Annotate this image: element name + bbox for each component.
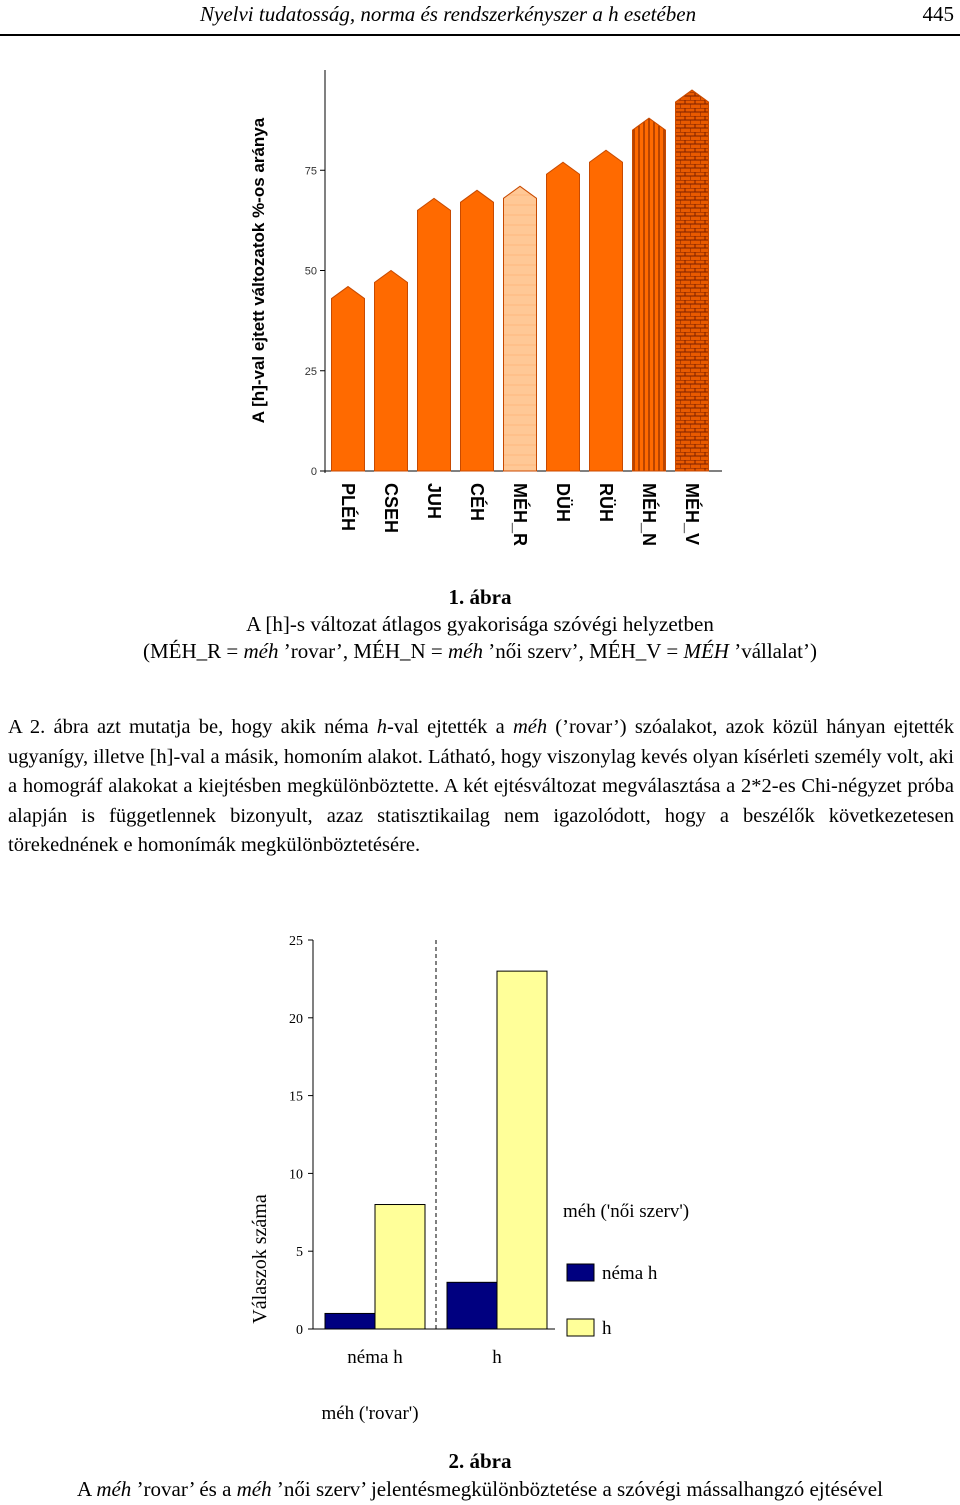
fig1-bar <box>418 198 451 471</box>
figure1-caption-number: 1. ábra <box>448 585 512 609</box>
fig1-y-tick-label: 0 <box>310 466 317 478</box>
fig1-bar <box>633 118 666 471</box>
fig1-y-tick-label: 75 <box>304 165 317 178</box>
fig1-bar <box>461 190 494 471</box>
figure2-caption: A méh ’rovar’ és a méh ’női szerv’ jelentésmegkülönböztetése a szóvégi mássalhangzó ejtésével <box>77 1477 883 1501</box>
fig2-y-tick-label: 0 <box>296 1323 303 1338</box>
fig1-bar <box>375 271 408 472</box>
fig1-y-tick-label: 50 <box>304 265 317 278</box>
body-paragraph: A 2. ábra azt mutatja be, hogy akik néma h-val ejtették a méh (’rovar’) szóalakot, azok közül hányan ejtették ugyanígy, illetve [h]-val a másik, homoním alakot. Látható, hogy viszonylag kevés olyan kísérleti személy volt, aki a homográf alakokat a kiejtésben megkülönböztette. A két ejtésváltozat megválasztása a 2*2-es Chi-négyzet próba alapján is függetlennek bizonyult, azaz statisztikailag nem igazolódott, hogy a beszélők következetesen törekednének e homonímák megkülönböztetésére. <box>8 716 954 856</box>
running-header <box>0 0 960 36</box>
fig2-bar <box>375 1205 425 1329</box>
fig1-category-label: JUH <box>424 483 444 520</box>
fig1-bar <box>504 186 537 471</box>
figure1-caption-line1: A [h]-s változat átlagos gyakorisága szóvégi helyzetben <box>246 612 714 636</box>
fig2-legend-swatch <box>567 1319 594 1336</box>
fig2-group-title: méh ('rovar') <box>321 1403 419 1424</box>
fig1-category-label: RÜH <box>596 483 616 522</box>
fig1-category-label: MÉH_R <box>510 483 530 547</box>
figure2-grouped-bar-chart <box>240 925 740 1435</box>
fig2-bar <box>497 971 547 1329</box>
fig1-bar <box>590 150 623 471</box>
page-number: 445 <box>922 2 954 26</box>
fig1-category-label: DÜH <box>553 483 573 522</box>
fig1-bar <box>547 162 580 471</box>
fig2-y-tick-label: 15 <box>289 1089 303 1105</box>
fig2-group-label: h <box>492 1347 502 1368</box>
fig1-category-label: MÉH_N <box>639 483 659 547</box>
fig2-y-tick-label: 5 <box>296 1245 303 1261</box>
fig2-bar <box>325 1313 375 1329</box>
fig2-legend-swatch <box>567 1264 594 1281</box>
fig2-y-tick-label: 10 <box>289 1167 303 1183</box>
fig1-category-label: MÉH_V <box>682 483 702 546</box>
fig2-y-tick-label: 25 <box>289 934 303 949</box>
running-title: Nyelvi tudatosság, norma és rendszerkényszer a h esetében <box>200 2 697 26</box>
fig1-y-tick-label: 25 <box>304 365 317 378</box>
fig2-y-axis-label: Válaszok száma <box>249 1194 271 1324</box>
fig1-category-label: CÉH <box>467 483 487 522</box>
fig2-legend-label: néma h <box>602 1263 658 1284</box>
fig2-bar <box>447 1282 497 1329</box>
fig2-legend-label: h <box>602 1318 612 1339</box>
fig2-group-label: néma h <box>347 1347 403 1368</box>
figure1-bar-chart <box>230 60 740 570</box>
figure2-caption-number: 2. ábra <box>448 1449 512 1473</box>
fig2-legend-title: méh ('női szerv') <box>563 1201 690 1222</box>
figure1-caption-line2: (MÉH_R = méh ’rovar’, MÉH_N = méh ’női szerv’, MÉH_V = MÉH ’vállalat’) <box>143 639 817 663</box>
fig1-y-axis-label: A [h]-val ejtett változatok %-os aránya <box>249 117 268 424</box>
fig1-bar <box>332 287 365 471</box>
fig2-y-tick-label: 20 <box>289 1011 303 1027</box>
fig1-category-label: PLÉH <box>338 483 358 532</box>
fig1-category-label: CSEH <box>381 483 401 534</box>
fig1-bar <box>676 90 709 471</box>
